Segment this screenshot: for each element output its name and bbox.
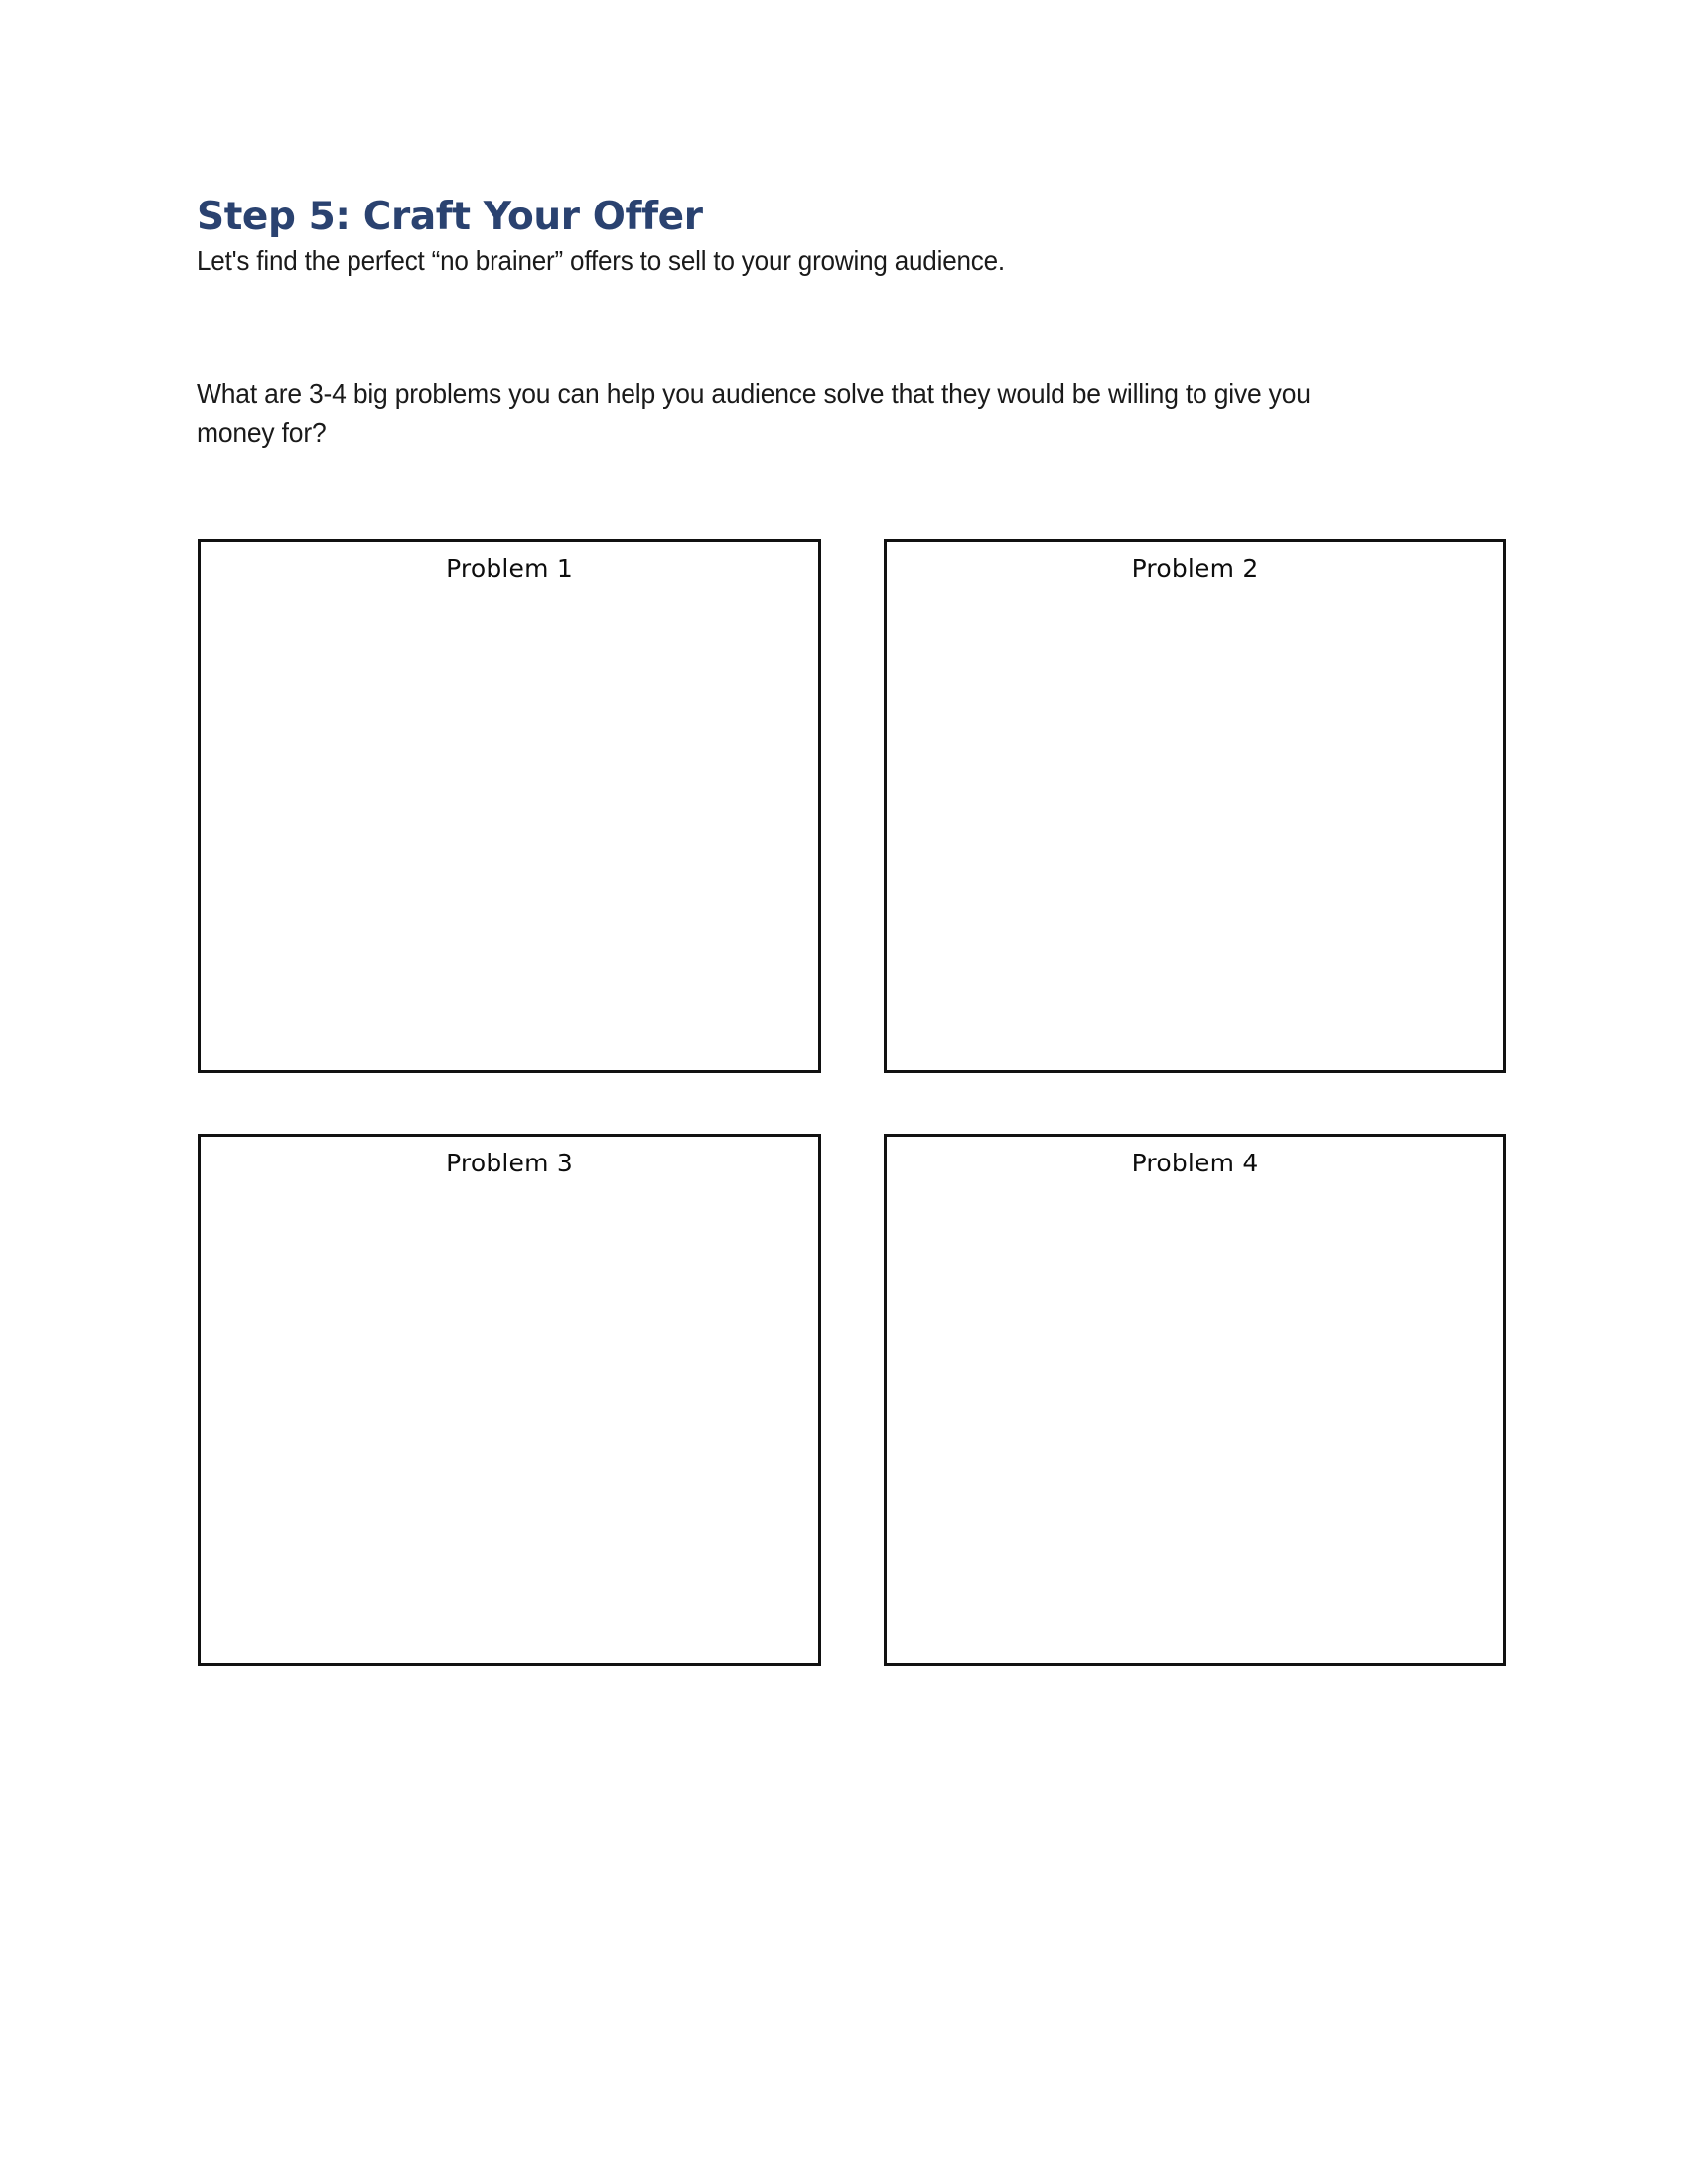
problem-box-1-label: Problem 1	[446, 554, 573, 583]
page-subtitle: Let's find the perfect “no brainer” offers to sell to your growing audience.	[197, 245, 1005, 276]
problem-box-2-label: Problem 2	[1131, 554, 1259, 583]
problem-box-4[interactable]	[884, 1134, 1506, 1666]
problem-box-grid	[198, 539, 1506, 1666]
header-text-block	[197, 195, 1507, 278]
page-title: Step 5: Craft Your Offer	[197, 195, 703, 239]
problem-box-1[interactable]	[198, 539, 821, 1073]
prompt-question: What are 3-4 big problems you can help you audience solve that they would be willing to give you money for?	[197, 378, 1311, 448]
problem-box-2[interactable]	[884, 539, 1506, 1073]
problem-box-3[interactable]	[198, 1134, 821, 1666]
problem-box-3-label: Problem 3	[446, 1149, 573, 1177]
problem-box-4-label: Problem 4	[1131, 1149, 1259, 1177]
prompt-block	[197, 374, 1428, 452]
